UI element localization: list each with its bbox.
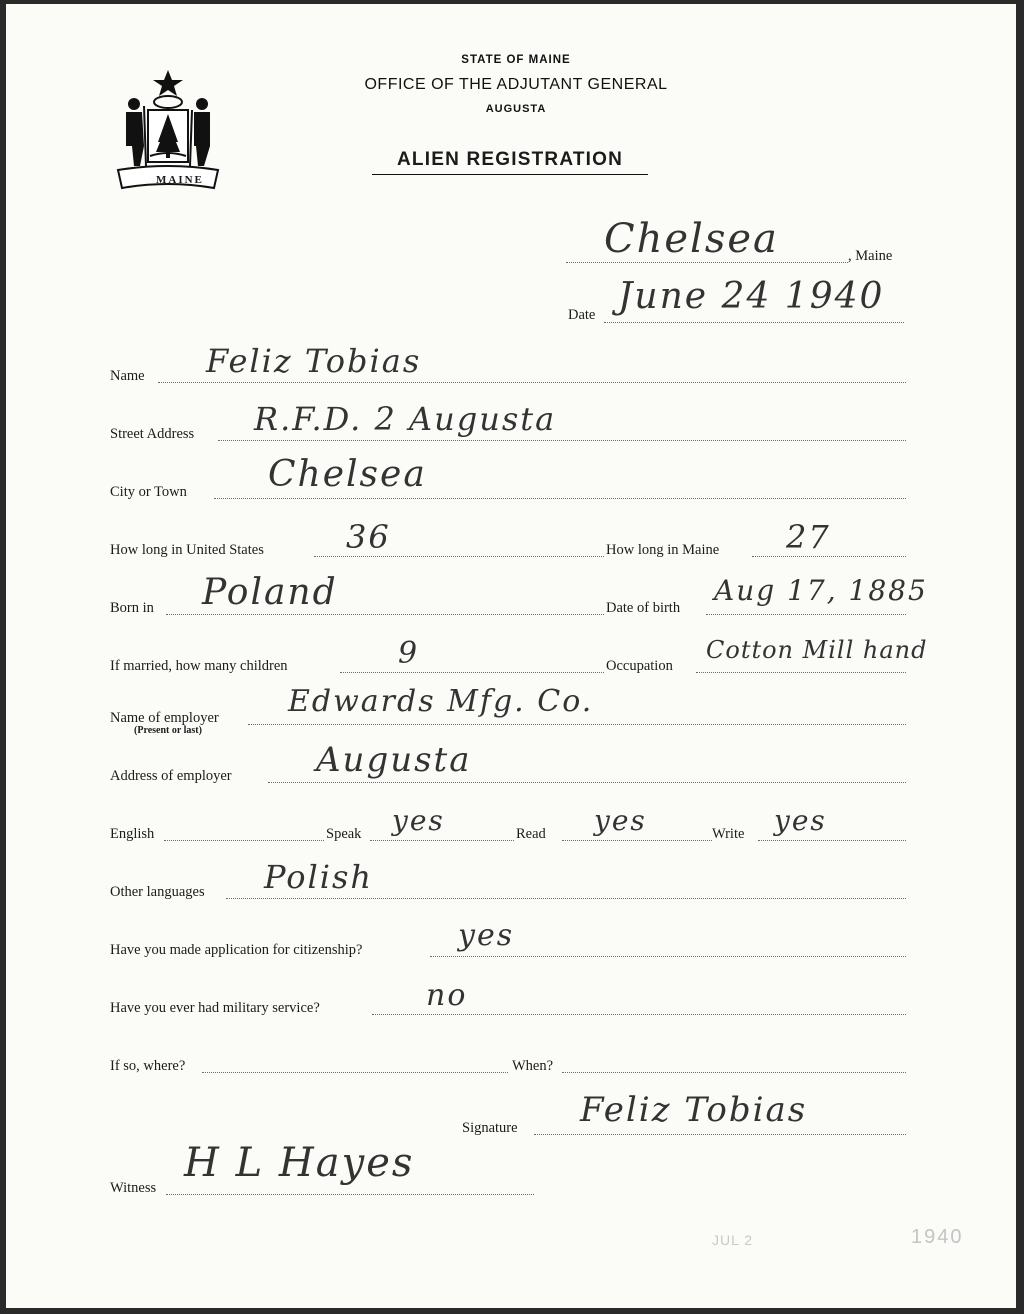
place-label: , Maine <box>848 248 893 264</box>
witness-label: Witness <box>110 1180 157 1196</box>
citizenship-line <box>430 956 906 957</box>
employer-value: Edwards Mfg. Co. <box>288 684 594 719</box>
street-value: R.F.D. 2 Augusta <box>254 400 557 438</box>
how-long-maine-value: 27 <box>786 518 831 556</box>
where-label: If so, where? <box>110 1058 186 1074</box>
children-label: If married, how many children <box>110 658 288 674</box>
header-office: OFFICE OF THE ADJUTANT GENERAL <box>364 76 668 93</box>
speak-label: Speak <box>326 826 362 842</box>
how-long-us-value: 36 <box>346 518 391 556</box>
date-line <box>604 322 904 323</box>
place-value: Chelsea <box>604 216 779 262</box>
citizenship-value: yes <box>458 918 515 953</box>
citizenship-label: Have you made application for citizenship? <box>110 942 363 958</box>
employer-line <box>248 724 906 725</box>
how-long-maine-line <box>752 556 906 557</box>
header-state: STATE OF MAINE <box>461 54 571 66</box>
dob-value: Aug 17, 1885 <box>714 574 928 607</box>
date-value: June 24 1940 <box>618 276 885 317</box>
dob-label: Date of birth <box>606 600 681 616</box>
city-label: City or Town <box>110 484 187 500</box>
form-title: ALIEN REGISTRATION <box>372 149 648 175</box>
military-line <box>372 1014 906 1015</box>
born-in-value: Poland <box>202 572 338 613</box>
speak-line <box>370 840 514 841</box>
write-value: yes <box>774 804 827 837</box>
street-line <box>218 440 906 441</box>
seal-text: MAINE <box>156 174 204 186</box>
read-value: yes <box>594 804 647 837</box>
other-languages-line <box>226 898 906 899</box>
occupation-value: Cotton Mill hand <box>706 636 928 664</box>
city-line <box>214 498 906 499</box>
signature-label: Signature <box>462 1120 518 1136</box>
employer-address-value: Augusta <box>316 740 472 780</box>
born-in-label: Born in <box>110 600 154 616</box>
where-line <box>202 1072 508 1073</box>
employer-address-label: Address of employer <box>110 768 232 784</box>
place-line <box>566 262 848 263</box>
witness-line <box>166 1194 534 1195</box>
children-line <box>340 672 604 673</box>
signature-value: Feliz Tobias <box>580 1090 808 1130</box>
write-line <box>758 840 906 841</box>
how-long-us-line <box>314 556 604 557</box>
header-city: AUGUSTA <box>485 103 547 115</box>
name-label: Name <box>110 368 145 384</box>
speak-value: yes <box>392 804 445 837</box>
occupation-label: Occupation <box>606 658 673 674</box>
read-label: Read <box>516 826 546 842</box>
employer-sublabel: (Present or last) <box>134 725 202 736</box>
military-label: Have you ever had military service? <box>110 1000 320 1016</box>
dob-line <box>706 614 906 615</box>
how-long-us-label: How long in United States <box>110 542 264 558</box>
employer-label: Name of employer <box>110 710 219 726</box>
received-stamp-year: 1940 <box>911 1226 964 1248</box>
employer-address-line <box>268 782 906 783</box>
street-label: Street Address <box>110 426 195 442</box>
city-value: Chelsea <box>268 454 427 495</box>
when-label: When? <box>512 1058 554 1074</box>
children-value: 9 <box>398 636 420 671</box>
name-line <box>158 382 906 383</box>
english-label: English <box>110 826 155 842</box>
other-languages-value: Polish <box>264 858 373 896</box>
signature-line <box>534 1134 906 1135</box>
occupation-line <box>696 672 906 673</box>
witness-value: H L Hayes <box>184 1140 415 1186</box>
military-value: no <box>426 978 468 1013</box>
date-label: Date <box>568 307 596 323</box>
name-value: Feliz Tobias <box>206 342 422 380</box>
other-languages-label: Other languages <box>110 884 205 900</box>
born-in-line <box>166 614 604 615</box>
how-long-maine-label: How long in Maine <box>606 542 720 558</box>
write-label: Write <box>712 826 745 842</box>
read-line <box>562 840 712 841</box>
registration-form <box>6 4 1016 1308</box>
received-stamp: JUL 2 <box>712 1232 754 1248</box>
when-line <box>562 1072 906 1073</box>
english-line <box>164 840 324 841</box>
